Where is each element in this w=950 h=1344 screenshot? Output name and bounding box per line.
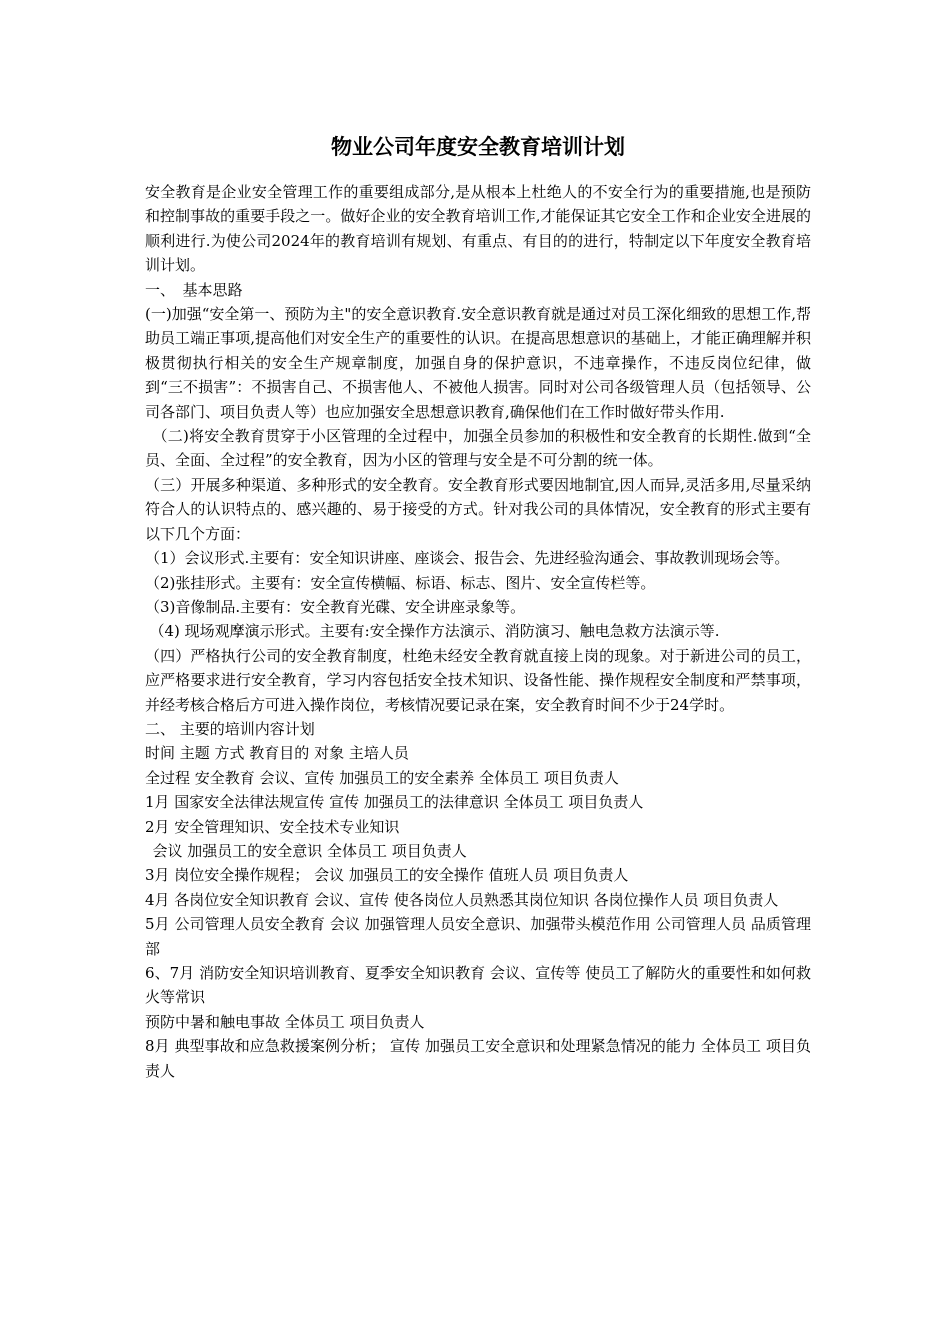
plan-header-row: 时间 主题 方式 教育目的 对象 主培人员 (145, 744, 409, 763)
list-item-audiovisual: （3)音像制品.主要有：安全教育光碟、安全讲座录象等。 (145, 597, 526, 616)
paragraph-whole-process: （二)将安全教育贯穿于小区管理的全过程中，加强全员参加的积极性和安全教育的长期性.做到“全员、全面、全过程”的安全教育，因为小区的管理与安全是不可分割的统一体。 (145, 427, 811, 470)
list-item-demonstration: （4) 现场观摩演示形式。主要有:安全操作方法演示、消防演习、触电急救方法演示等. (149, 622, 720, 641)
plan-row-june-july-continued: 预防中暑和触电事故 全体员工 项目负责人 (145, 1012, 425, 1031)
plan-row-whole-process: 全过程 安全教育 会议、宣传 加强员工的安全素养 全体员工 项目负责人 (145, 768, 619, 787)
plan-row-may: 5月 公司管理人员安全教育 会议 加强管理人员安全意识、加强带头模范作用 公司管理人员 品质管理部 (145, 915, 811, 958)
paragraph-education-system: （四）严格执行公司的安全教育制度，杜绝未经安全教育就直接上岗的现象。对于新进公司的员工，应严格要求进行安全教育，学习内容包括安全技术知识、设备性能、操作规程安全制度和严禁事项，并经考核合格后方可进入操作岗位，考核情况要记录在案，安全教育时间不少于24学时。 (145, 646, 811, 714)
plan-row-january: 1月 国家安全法律法规宣传 宣传 加强员工的法律意识 全体员工 项目负责人 (145, 793, 644, 812)
list-item-meeting-form: （1）会议形式.主要有：安全知识讲座、座谈会、报告会、先进经验沟通会、事故教训现场会等。 (145, 549, 790, 568)
plan-row-february-continued: 会议 加强员工的安全意识 全体员工 项目负责人 (152, 841, 467, 860)
intro-paragraph: 安全教育是企业安全管理工作的重要组成部分,是从根本上杜绝人的不安全行为的重要措施,也是预防和控制事故的重要手段之一。做好企业的安全教育培训工作,才能保证其它安全工作和企业安全进展的顺利进行.为使公司2024年的教育培训有规划、有重点、有目的的进行，特制定以下年度安全教育培训计划。 (145, 183, 811, 275)
section-heading-basic-approach: 一、 基本思路 (145, 280, 243, 299)
plan-row-march: 3月 岗位安全操作规程； 会议 加强员工的安全操作 值班人员 项目负责人 (145, 866, 629, 885)
list-item-posting-form: （2)张挂形式。主要有：安全宣传横幅、标语、标志、图片、安全宣传栏等。 (145, 573, 656, 592)
section-heading-training-plan: 二、 主要的培训内容计划 (145, 719, 315, 738)
document-body (145, 180, 811, 1083)
document-title: 物业公司年度安全教育培训计划 (331, 134, 625, 159)
plan-row-june-july: 6、7月 消防安全知识培训教育、夏季安全知识教育 会议、宣传等 使员工了解防火的重要性和如何救火等常识 (145, 964, 811, 1007)
paragraph-safety-awareness: (一)加强“安全第一、预防为主"的安全意识教育.安全意识教育就是通过对员工深化细致的思想工作,帮助员工端正事项,提高他们对安全生产的重要性的认识。在提高思想意识的基础上，才能正确理解并积极贯彻执行相关的安全生产规章制度，加强自身的保护意识，不违章操作，不违反岗位纪律，做到“三不损害”：不损害自己、不损害他人、不被他人损害。同时对公司各级管理人员（包括领导、公司各部门、项目负责人等）也应加强安全思想意识教育,确保他们在工作时做好带头作用. (145, 305, 811, 421)
paragraph-multiple-channels: （三）开展多种渠道、多种形式的安全教育。安全教育形式要因地制宜,因人而异,灵活多用,尽量采纳符合人的认识特点的、感兴趣的、易于接受的方式。针对我公司的具体情况，安全教育的形式主要有以下几个方面： (145, 475, 811, 543)
plan-row-february: 2月 安全管理知识、安全技术专业知识 (145, 817, 400, 836)
plan-row-april: 4月 各岗位安全知识教育 会议、宣传 使各岗位人员熟悉其岗位知识 各岗位操作人员 项目负责人 (145, 890, 779, 909)
plan-row-august: 8月 典型事故和应急救援案例分析； 宣传 加强员工安全意识和处理紧急情况的能力 全体员工 项目负责人 (145, 1037, 811, 1080)
